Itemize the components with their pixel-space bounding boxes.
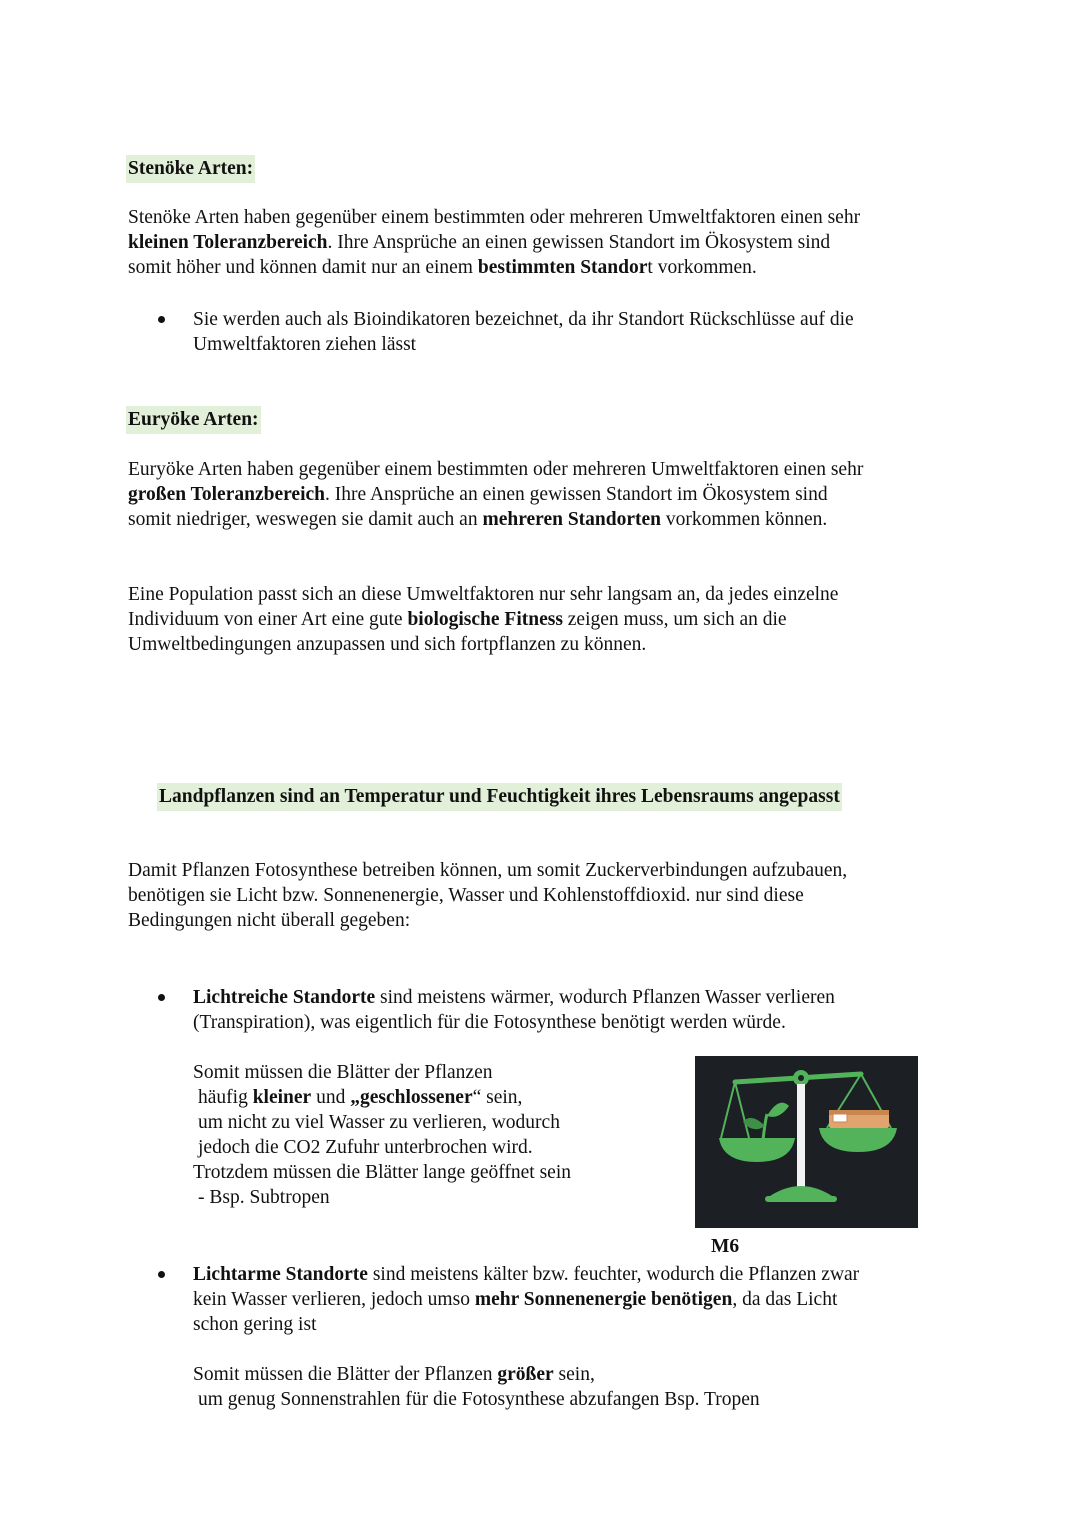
text-line: Somit müssen die Blätter der Pflanzen: [193, 1062, 493, 1083]
text-line: [193, 985, 953, 1010]
text-line: [193, 1085, 673, 1110]
text-span: somit niedriger, weswegen sie damit auch an: [128, 509, 483, 530]
text-span: “ sein,: [472, 1087, 523, 1108]
text-line: [193, 1362, 953, 1387]
bold-term: Lichtreiche Standorte: [193, 987, 376, 1008]
text-span: häufig: [198, 1087, 253, 1108]
text-span: zeigen muss, um sich an die: [562, 609, 787, 630]
text-line: schon gering ist: [193, 1314, 317, 1335]
text-line: [193, 1287, 953, 1312]
text-span: somit höher und können damit nur an einem: [128, 257, 478, 278]
text-span: . Ihre Ansprüche an einen gewissen Standort im Ökosystem sind: [325, 484, 828, 505]
bullet-lichtreiche-standorte: [193, 985, 953, 1035]
paragraph-landpflanzen: [128, 858, 958, 933]
bold-term: kleiner: [252, 1087, 312, 1108]
text-span: vorkommen können.: [661, 509, 828, 530]
text-line: Euryöke Arten haben gegenüber einem bestimmten oder mehreren Umweltfaktoren einen sehr: [128, 459, 864, 480]
figure-caption: M6: [711, 1236, 740, 1257]
text-span: Individuum von einer Art eine gute: [128, 609, 408, 630]
text-line: [128, 230, 958, 255]
paragraph-euryoeke: [128, 457, 958, 532]
text-span: sind meistens kälter bzw. feuchter, wodurch die Pflanzen zwar: [367, 1264, 860, 1285]
text-line: um nicht zu viel Wasser zu verlieren, wodurch: [198, 1112, 560, 1133]
text-span: und: [311, 1087, 351, 1108]
text-span: . Ihre Ansprüche an einen gewissen Standort im Ökosystem sind: [327, 232, 831, 253]
paragraph-stenoeke: [128, 205, 958, 280]
bold-term: kleinen Toleranzbereich: [128, 232, 328, 253]
bold-term: biologische Fitness: [407, 609, 563, 630]
bullet-lichtarme-standorte: [193, 1262, 953, 1337]
text-span: kein Wasser verlieren, jedoch umso: [193, 1289, 475, 1310]
bold-term: größer: [497, 1364, 554, 1385]
text-line: [128, 482, 958, 507]
bullet-dot-icon: [158, 1271, 165, 1278]
text-line: um genug Sonnenstrahlen für die Fotosynthese abzufangen Bsp. Tropen: [198, 1389, 760, 1410]
bullet-dot-icon: [158, 316, 165, 323]
bold-term: großen Toleranzbereich: [128, 484, 325, 505]
text-span: sein,: [553, 1364, 595, 1385]
text-line: Sie werden auch als Bioindikatoren bezeichnet, da ihr Standort Rückschlüsse auf die: [193, 309, 854, 330]
bold-term: bestimmten Standor: [477, 257, 648, 278]
bold-term: mehr Sonnenenergie benötigen: [474, 1289, 733, 1310]
text-span: t vorkommen.: [647, 257, 757, 278]
text-line: [128, 607, 958, 632]
paragraph-population: [128, 582, 958, 657]
text-line: Eine Population passt sich an diese Umweltfaktoren nur sehr langsam an, da jedes einzelne: [128, 584, 839, 605]
text-line: [193, 1262, 953, 1287]
text-line: Trotzdem müssen die Blätter lange geöffnet sein: [193, 1162, 572, 1183]
text-span: sind meistens wärmer, wodurch Pflanzen Wasser verlieren: [375, 987, 835, 1008]
text-line: Stenöke Arten haben gegenüber einem bestimmten oder mehreren Umweltfaktoren einen sehr: [128, 207, 861, 228]
text-line: [128, 507, 958, 532]
paragraph-lichtreich-blaetter: [193, 1060, 673, 1210]
bold-term: Lichtarme Standorte: [193, 1264, 368, 1285]
bold-term: „geschlossener: [350, 1087, 473, 1108]
bullet-bioindikatoren: [193, 307, 953, 357]
text-line: Umweltbedingungen anzupassen und sich fortpflanzen zu können.: [128, 634, 647, 655]
text-line: jedoch die CO2 Zufuhr unterbrochen wird.: [198, 1137, 533, 1158]
text-line: Umweltfaktoren ziehen lässt: [193, 334, 417, 355]
paragraph-lichtarm-blaetter: [193, 1362, 953, 1412]
heading-euryoeke-arten: Euryöke Arten:: [126, 406, 261, 434]
figure-balance-scale: [695, 1056, 918, 1228]
bold-term: mehreren Standorten: [482, 509, 662, 530]
bullet-dot-icon: [158, 994, 165, 1001]
text-line: [128, 255, 958, 280]
text-line: (Transpiration), was eigentlich für die Fotosynthese benötigt werden würde.: [193, 1012, 786, 1033]
text-line: Damit Pflanzen Fotosynthese betreiben können, um somit Zuckerverbindungen aufzubauen,: [128, 860, 848, 881]
text-span: Somit müssen die Blätter der Pflanzen: [193, 1364, 498, 1385]
balance-scale-icon: [695, 1056, 918, 1228]
text-line: Bedingungen nicht überall gegeben:: [128, 910, 411, 931]
text-line: benötigen sie Licht bzw. Sonnenenergie, Wasser und Kohlenstoffdioxid. nur sind diese: [128, 885, 804, 906]
heading-landpflanzen: Landpflanzen sind an Temperatur und Feuchtigkeit ihres Lebensraums angepasst: [157, 783, 842, 811]
heading-stenoeke-arten: Stenöke Arten:: [126, 155, 255, 183]
text-span: , da das Licht: [732, 1289, 838, 1310]
text-line: - Bsp. Subtropen: [198, 1187, 330, 1208]
